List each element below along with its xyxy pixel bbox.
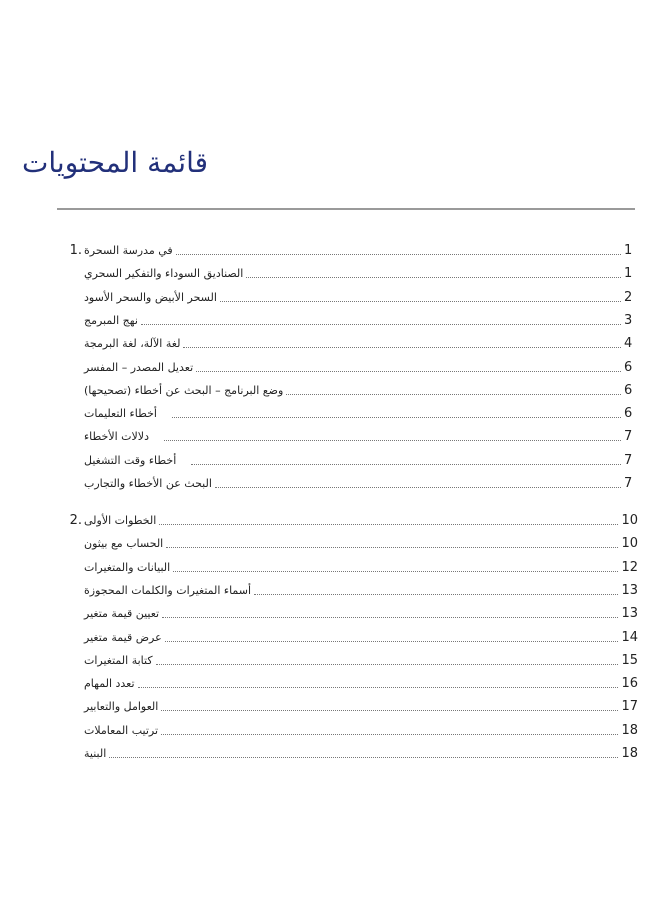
toc-entry[interactable] xyxy=(58,716,638,738)
dot-leader xyxy=(215,486,621,488)
toc-entry[interactable] xyxy=(58,306,638,328)
entry-label: العوامل والتعابير xyxy=(84,700,159,714)
dot-leader xyxy=(196,370,621,372)
page-number: 6 xyxy=(624,382,633,398)
entry-label: أسماء المتغيرات والكلمات المحجوزة xyxy=(84,583,252,597)
toc-entry[interactable] xyxy=(58,329,638,351)
toc-entry[interactable] xyxy=(58,623,638,645)
dot-leader xyxy=(246,276,621,278)
toc-entry[interactable] xyxy=(58,376,638,398)
section-number: 1. xyxy=(69,243,82,258)
toc-entry[interactable] xyxy=(58,353,638,375)
dot-leader xyxy=(109,756,618,758)
dot-leader xyxy=(173,570,618,572)
dot-leader xyxy=(161,709,618,711)
toc-section-heading[interactable] xyxy=(58,506,638,528)
page-number: 13 xyxy=(621,606,638,622)
page-number: 13 xyxy=(621,582,638,598)
dot-leader xyxy=(162,616,618,618)
page-number: 17 xyxy=(621,699,638,715)
page-number: 1 xyxy=(624,266,633,282)
toc-entry[interactable] xyxy=(58,469,638,491)
entry-label: السحر الأبيض والسحر الأسود xyxy=(84,290,217,304)
page-number: 7 xyxy=(624,452,633,468)
page-number: 7 xyxy=(624,476,633,491)
entry-label: تعديل المصدر – المفسر xyxy=(84,360,194,374)
entry-label: دلالات الأخطاء xyxy=(84,430,149,444)
toc-entry[interactable] xyxy=(58,646,638,668)
dot-leader xyxy=(286,393,621,395)
dot-leader xyxy=(191,463,621,465)
section-number: 2. xyxy=(69,513,82,528)
page-number: 18 xyxy=(621,746,638,761)
entry-label: لغة الآلة، لغة البرمجة xyxy=(84,337,181,351)
dot-leader xyxy=(254,593,618,595)
page-number: 16 xyxy=(621,676,638,692)
dot-leader xyxy=(165,640,619,642)
entry-label: أخطاء وقت التشغيل xyxy=(84,453,177,467)
dot-leader xyxy=(141,323,621,325)
page-number: 7 xyxy=(624,429,633,445)
dot-leader xyxy=(220,300,621,302)
entry-label: البيانات والمتغيرات xyxy=(84,560,171,574)
entry-label: ترتيب المعاملات xyxy=(84,723,159,737)
page-number: 10 xyxy=(621,536,638,552)
toc-entry[interactable] xyxy=(58,529,638,551)
page-number: 10 xyxy=(621,513,638,528)
toc-entry[interactable] xyxy=(58,553,638,575)
toc-entry[interactable] xyxy=(58,259,638,281)
toc-entry[interactable] xyxy=(58,576,638,598)
dot-leader xyxy=(156,663,619,665)
entry-label: نهج المبرمج xyxy=(84,313,138,327)
page-number: 14 xyxy=(621,629,638,645)
entry-label: الحساب مع بيثون xyxy=(84,537,164,551)
toc-entry[interactable] xyxy=(58,422,638,444)
toc-entry[interactable] xyxy=(58,399,638,421)
dot-leader xyxy=(138,686,619,688)
entry-label: أخطاء التعليمات xyxy=(84,407,157,421)
toc-title: قائمة المحتويات xyxy=(22,146,208,179)
dot-leader xyxy=(176,253,621,255)
title-divider xyxy=(57,208,635,210)
page-number: 1 xyxy=(624,243,633,258)
entry-label: تعدد المهام xyxy=(84,677,135,691)
dot-leader xyxy=(172,416,621,418)
page-number: 6 xyxy=(624,406,633,422)
entry-label: البحث عن الأخطاء والتجارب xyxy=(84,477,212,490)
dot-leader xyxy=(166,546,618,548)
toc-entry[interactable] xyxy=(58,599,638,621)
page-number: 4 xyxy=(624,336,633,352)
page-number: 3 xyxy=(624,312,633,328)
dot-leader xyxy=(183,346,621,348)
toc-entry[interactable] xyxy=(58,692,638,714)
page-number: 6 xyxy=(624,359,633,375)
page-number: 18 xyxy=(621,722,638,738)
dot-leader xyxy=(161,733,618,735)
toc-entry[interactable] xyxy=(58,739,638,761)
toc-entry[interactable] xyxy=(58,446,638,468)
page-number: 12 xyxy=(621,559,638,575)
entry-label: عرض قيمة متغير xyxy=(84,630,162,644)
dot-leader xyxy=(159,523,618,525)
dot-leader xyxy=(164,439,621,441)
section-label: في مدرسة السحرة xyxy=(84,244,173,257)
entry-label: وضع البرنامج – البحث عن أخطاء (تصحيحها) xyxy=(84,383,284,397)
page-number: 2 xyxy=(624,289,633,305)
page-number: 15 xyxy=(621,652,638,668)
toc-entry[interactable] xyxy=(58,669,638,691)
entry-label: البنية xyxy=(84,747,107,760)
entry-label: الصناديق السوداء والتفكير السحري xyxy=(84,267,244,281)
toc-entry[interactable] xyxy=(58,283,638,305)
toc-section-heading[interactable] xyxy=(58,236,638,258)
entry-label: كتابة المتغيرات xyxy=(84,653,153,667)
section-label: الخطوات الأولى xyxy=(84,514,157,527)
entry-label: تعيين قيمة متغير xyxy=(84,607,160,621)
